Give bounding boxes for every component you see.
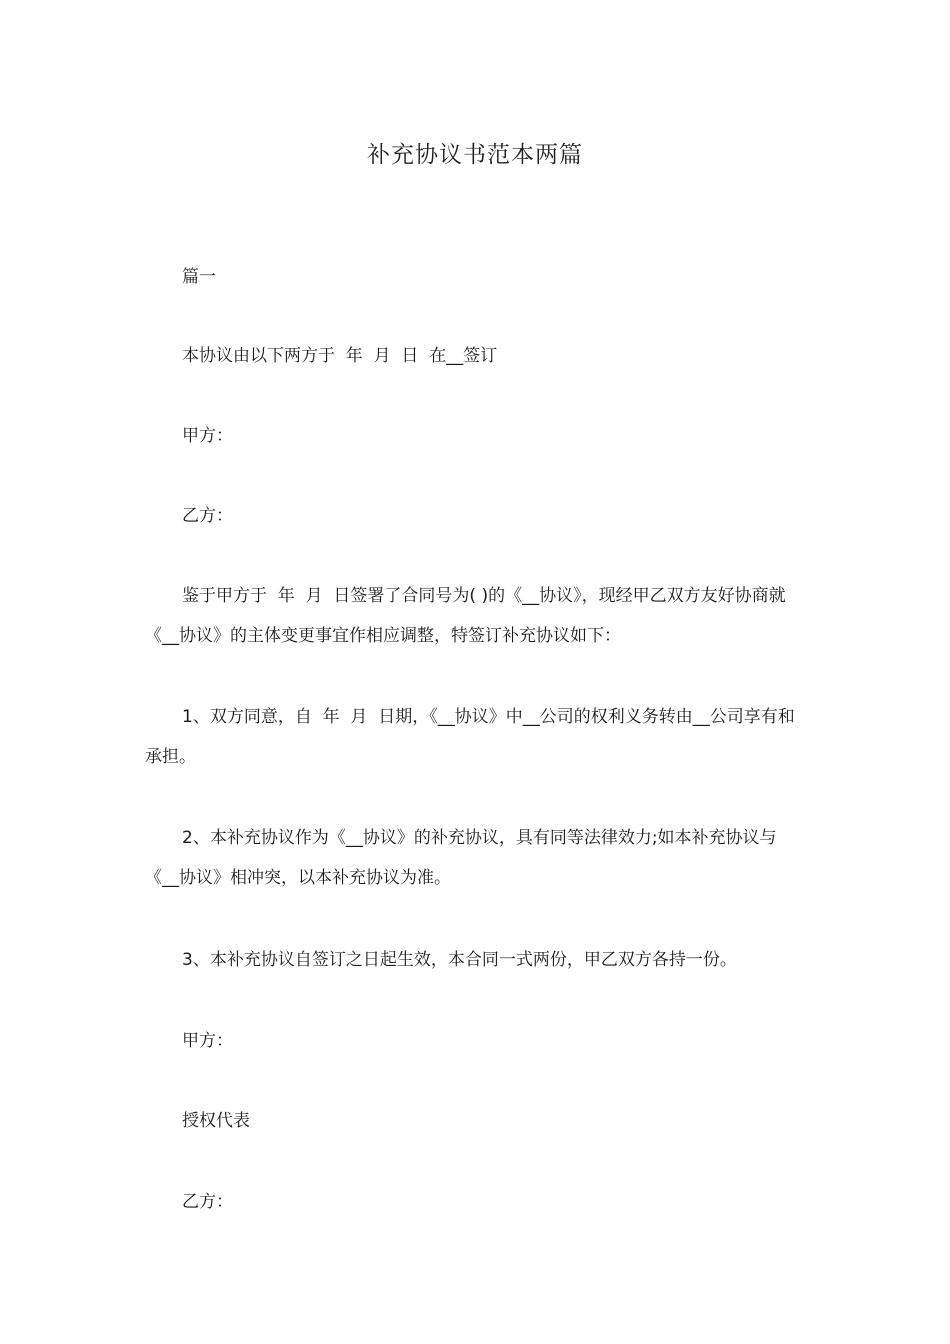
recital-paragraph: 鉴于甲方于 年 月 日签署了合同号为( )的《__协议》，现经甲乙双方友好协商就《__协议》的主体变更事宜作相应调整，特签订补充协议如下： [145,586,786,646]
clause-1: 1、双方同意，自 年 月 日期，《__协议》中__公司的权利义务转由__公司享有和承担。 [145,707,795,767]
party-a-label: 甲方： [182,426,233,446]
document-title: 补充协议书范本两篇 [367,142,583,168]
signature-party-b: 乙方： [182,1192,233,1212]
authorized-representative: 授权代表 [182,1111,250,1131]
signature-party-a: 甲方： [182,1031,233,1051]
clause-2: 2、本补充协议作为《__协议》的补充协议，具有同等法律效力;如本补充协议与《__协议》相冲突，以本补充协议为准。 [145,828,777,888]
section-heading: 篇一 [182,267,216,287]
clause-3: 3、本补充协议自签订之日起生效，本合同一式两份，甲乙双方各持一份。 [182,950,737,970]
party-b-label: 乙方： [182,506,233,526]
agreement-intro: 本协议由以下两方于 年 月 日 在__签订 [182,346,498,366]
